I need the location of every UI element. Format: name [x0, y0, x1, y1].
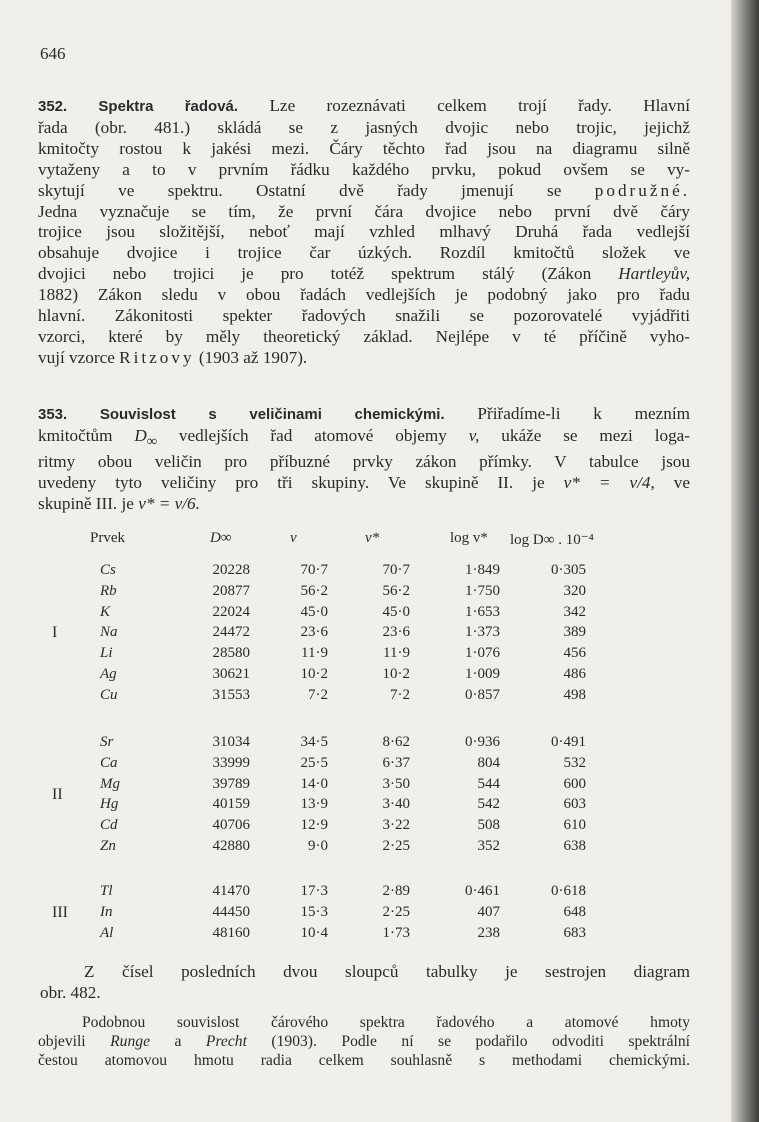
- element-symbol: K: [100, 603, 111, 620]
- table-cell: 0·491: [551, 734, 586, 750]
- table-cell: 486: [563, 666, 586, 682]
- section-352-heading: 352. Spektra řadová.: [38, 98, 239, 115]
- table-cell: 13·9: [300, 796, 328, 813]
- table-cell: 1·750: [465, 582, 500, 599]
- emphasis-text: Ritzovy: [119, 347, 195, 367]
- diagram-note: [40, 962, 690, 1004]
- table-row: [40, 838, 690, 858]
- table-header-cell: v: [290, 530, 297, 546]
- table-cell: 40159: [212, 796, 250, 813]
- element-symbol: Mg: [100, 775, 120, 792]
- table-cell: 2·89: [382, 883, 410, 899]
- text-line: kmitočtům $D_\infty$ vedlejších řad atomové objemy v, ukáže se mezi loga-: [38, 425, 690, 450]
- table-cell: 10·2: [382, 666, 410, 682]
- section-353-heading: 353. Souvislost s veličinami chemickými.: [38, 406, 445, 423]
- table-cell: 20228: [212, 562, 250, 578]
- table-cell: 20877: [212, 582, 250, 599]
- table-cell: 30621: [212, 666, 250, 682]
- table-cell: 12·9: [300, 817, 328, 834]
- table-cell: 10·4: [300, 924, 328, 941]
- page-number: 646: [40, 44, 66, 63]
- text-line: 352. Spektra řadová. Lze rozeznávati celkem trojí řady. Hlavní: [38, 96, 690, 115]
- emphasis-text: Hartleyův,: [618, 264, 690, 284]
- table-row: [40, 687, 690, 707]
- text-line: obsahuje dvojice i trojice čar úzkých. Rozdíl kmitočtů složek ve: [38, 243, 690, 263]
- table-cell: 22024: [212, 603, 250, 620]
- table-cell: 44450: [212, 903, 250, 920]
- table-cell: 508: [477, 817, 500, 834]
- text-line: Podobnou souvislost čárového spektra řadového a atomové hmoty: [82, 1014, 690, 1031]
- table-row: [40, 645, 690, 665]
- table-cell: 9·0: [308, 838, 328, 854]
- emphasis-text: podružné.: [594, 180, 690, 200]
- table-cell: 544: [477, 775, 500, 792]
- emphasis-text: Runge: [110, 1033, 150, 1050]
- text-line: vytaženy a to v prvním řádku každého prvku, pokud ovšem se vy-: [38, 159, 690, 179]
- table-cell: 648: [563, 903, 586, 920]
- table-cell: 56·2: [382, 582, 410, 599]
- page-edge-shadow: [731, 0, 759, 1122]
- element-symbol: Cd: [100, 817, 118, 834]
- table-cell: 24472: [212, 624, 250, 641]
- table-cell: 542: [477, 796, 500, 813]
- text-line: hlavní. Zákonitosti spekter řadových snažili se pozorovatelé vyjádřiti: [38, 306, 690, 326]
- table-cell: 0·305: [551, 562, 586, 578]
- table-cell: 31034: [212, 734, 250, 750]
- text-line: trojice jsou složitější, neboť mají vzhled mlhavý Druhá řada vedlejší: [38, 222, 690, 242]
- table-cell: 0·857: [465, 686, 500, 703]
- table-cell: 1·849: [465, 562, 500, 578]
- text-line: Jedna vyznačuje se tím, že první čára dvojice nebo první dvě čáry: [38, 201, 690, 221]
- table-cell: 45·0: [300, 603, 328, 620]
- table-cell: 804: [477, 754, 500, 771]
- table-cell: 638: [563, 838, 586, 854]
- text-line: skytují ve spektru. Ostatní dvě řady jmenují se podružné.: [38, 180, 690, 200]
- table-row: [40, 925, 690, 945]
- table-cell: 0·618: [551, 883, 586, 899]
- table-cell: 45·0: [382, 603, 410, 620]
- table-cell: 3·40: [382, 796, 410, 813]
- element-symbol: Cu: [100, 686, 118, 703]
- text-line: uvedeny tyto veličiny pro tři skupiny. Ve skupině II. je v* = v/4, ve: [38, 473, 690, 493]
- table-cell: 2·25: [382, 903, 410, 920]
- text-line: 353. Souvislost s veličinami chemickými. Přiřadíme-li k mezním: [38, 404, 690, 423]
- text-line: ritmy obou veličin pro příbuzné prvky zákon přímky. V tabulce jsou: [38, 452, 690, 472]
- table-cell: 42880: [212, 838, 250, 854]
- element-symbol: In: [100, 903, 113, 920]
- table-cell: 41470: [212, 883, 250, 899]
- table-cell: 0·936: [465, 734, 500, 750]
- table-row: [40, 796, 690, 816]
- table-header-cell: D∞: [210, 530, 232, 546]
- text-line: skupině III. je v* = v/6.: [38, 494, 200, 514]
- element-symbol: Tl: [100, 883, 113, 899]
- element-symbol: Na: [100, 624, 118, 641]
- element-symbol: Al: [100, 924, 114, 941]
- section-353: [38, 404, 690, 515]
- group-label: III: [52, 903, 68, 921]
- element-symbol: Zn: [100, 838, 116, 854]
- table-cell: 48160: [212, 924, 250, 941]
- table-cell: 14·0: [300, 775, 328, 792]
- table-cell: 603: [563, 796, 586, 813]
- table-cell: 11·9: [301, 645, 328, 662]
- text-line: čestou atomovou hmotu radia celkem souhlasně s methodami chemickými.: [38, 1052, 690, 1069]
- table-cell: 532: [563, 754, 586, 771]
- section-352: [38, 96, 690, 369]
- table-cell: 15·3: [300, 903, 328, 920]
- table-cell: 7·2: [308, 686, 328, 703]
- text-line: vzorci, které by měly theoretický základ. Nejlépe v té příčině vyho-: [38, 326, 690, 346]
- table-cell: 17·3: [300, 883, 328, 899]
- table-row: [40, 734, 690, 754]
- table-cell: 600: [563, 775, 586, 792]
- table-row: [40, 666, 690, 686]
- text-line: objevili Runge a Precht (1903). Podle ní se podařilo odvoditi spektrální: [38, 1033, 690, 1050]
- table-cell: 11·9: [383, 645, 410, 662]
- table-row: [40, 755, 690, 775]
- table-cell: 1·373: [465, 624, 500, 641]
- table-row: [40, 776, 690, 796]
- table-cell: 389: [563, 624, 586, 641]
- table-row: [40, 883, 690, 903]
- element-symbol: Ag: [100, 666, 117, 682]
- element-symbol: Hg: [100, 796, 119, 813]
- table-cell: 39789: [212, 775, 250, 792]
- table-cell: 28580: [212, 645, 250, 662]
- table-cell: 34·5: [300, 734, 328, 750]
- table-cell: 1·076: [465, 645, 500, 662]
- math-symbol: v,: [468, 425, 480, 445]
- table-row: [40, 817, 690, 837]
- table-row: [40, 583, 690, 603]
- final-paragraph: [38, 1013, 690, 1070]
- table-cell: 1·653: [465, 603, 500, 620]
- emphasis-text: Precht: [205, 1033, 247, 1050]
- text-line: obr. 482.: [40, 982, 101, 1002]
- table-cell: 3·22: [382, 817, 410, 834]
- table-cell: 320: [563, 582, 586, 599]
- table-header-row: [40, 530, 690, 550]
- element-symbol: Li: [100, 645, 113, 662]
- table-header-cell: log D∞ . 10⁻⁴: [510, 532, 594, 548]
- element-symbol: Sr: [100, 734, 114, 750]
- element-symbol: Cs: [100, 562, 116, 578]
- table-cell: 2·25: [382, 838, 410, 854]
- table-cell: 31553: [212, 686, 250, 703]
- table-cell: 25·5: [300, 754, 328, 771]
- table-cell: 610: [563, 817, 586, 834]
- table-cell: 23·6: [382, 624, 410, 641]
- table-cell: 1·009: [465, 666, 500, 682]
- math-formula: v* = v/4,: [563, 473, 655, 493]
- table-cell: 10·2: [300, 666, 328, 682]
- math-symbol: $D_\infty$: [134, 425, 157, 450]
- table-cell: 352: [477, 838, 500, 854]
- text-line: kmitočty rostou k jakési mezi. Čáry těchto řad jsou na diagramu silně: [38, 138, 690, 158]
- math-formula: v* = v/6.: [138, 494, 200, 514]
- table-cell: 33999: [212, 754, 250, 771]
- table-cell: 683: [563, 924, 586, 941]
- element-symbol: Rb: [100, 582, 117, 599]
- table-cell: 1·73: [382, 924, 410, 941]
- table-cell: 3·50: [382, 775, 410, 792]
- table-cell: 70·7: [382, 562, 410, 578]
- table-cell: 407: [477, 903, 500, 920]
- table-cell: 7·2: [390, 686, 410, 703]
- text-line: dvojici nebo trojici je pro totéž spektrum stálý (Zákon Hartleyův,: [38, 264, 690, 284]
- table-header-cell: Prvek: [90, 530, 125, 546]
- table-cell: 342: [563, 603, 586, 620]
- text-line: vují vzorce Ritzovy (1903 až 1907).: [38, 347, 308, 367]
- group-label: I: [52, 624, 58, 642]
- table-row: [40, 604, 690, 624]
- text-line: řada (obr. 481.) skládá se z jasných dvojic nebo trojic, jejichž: [38, 117, 690, 137]
- table-cell: 70·7: [300, 562, 328, 578]
- table-cell: 456: [563, 645, 586, 662]
- table-cell: 6·37: [382, 754, 410, 771]
- table-cell: 8·62: [382, 734, 410, 750]
- element-symbol: Ca: [100, 754, 118, 771]
- table-cell: 238: [477, 924, 500, 941]
- group-label: II: [52, 786, 63, 803]
- text-line: 1882) Zákon sledu v obou řadách vedlejších je podobný jako pro řadu: [38, 285, 690, 305]
- table-cell: 56·2: [300, 582, 328, 599]
- table-cell: 23·6: [300, 624, 328, 641]
- table-header-cell: log v*: [450, 530, 488, 546]
- table-cell: 40706: [212, 817, 250, 834]
- table-row: [40, 904, 690, 924]
- table-cell: 0·461: [465, 883, 500, 899]
- table-cell: 498: [563, 686, 586, 703]
- table-row: [40, 562, 690, 582]
- table-header-cell: v*: [365, 530, 380, 546]
- text-line: Z čísel posledních dvou sloupců tabulky je sestrojen diagram: [84, 962, 690, 981]
- table-row: [40, 624, 690, 644]
